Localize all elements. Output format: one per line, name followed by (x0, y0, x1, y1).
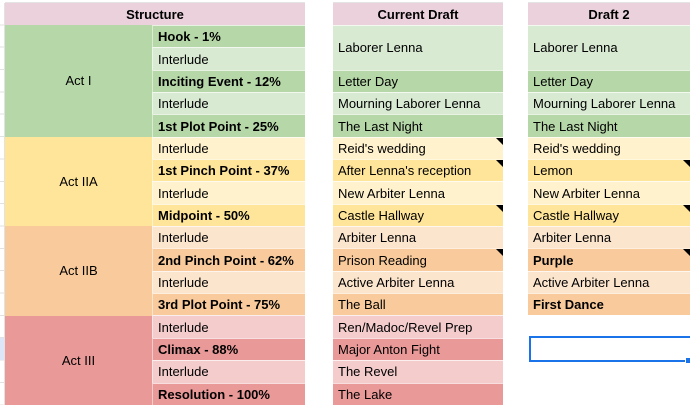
cell-text: Purple (533, 252, 574, 268)
act-label: Act III (61, 352, 96, 368)
cell-text: Laborer Lenna (533, 40, 618, 56)
structure-beat-cell[interactable] (152, 271, 305, 293)
draft-cell[interactable] (528, 92, 690, 114)
cell-text: New Arbiter Lenna (338, 185, 445, 201)
draft-cell[interactable] (528, 248, 690, 270)
beat-label: Interlude (158, 364, 209, 380)
draft-cell[interactable] (333, 181, 503, 203)
beat-column (152, 25, 305, 405)
structure-beat-cell[interactable] (152, 114, 305, 136)
cell-text: Letter Day (533, 73, 593, 89)
act-cell[interactable] (5, 137, 152, 226)
note-indicator-icon (683, 249, 690, 256)
act-label-column (5, 25, 152, 405)
draft-cell[interactable] (528, 293, 690, 315)
act-label: Act I (65, 73, 92, 89)
cell-text: The Ball (338, 297, 386, 313)
cell-text: Active Arbiter Lenna (533, 274, 650, 290)
cell-text: Castle Hallway (338, 207, 424, 223)
draft-cell[interactable] (333, 159, 503, 181)
draft-cell[interactable] (333, 383, 503, 405)
beat-label: Interlude (158, 96, 209, 112)
current-draft-column (333, 3, 503, 405)
draft-cell[interactable] (333, 226, 503, 248)
beat-label: Interlude (158, 140, 209, 156)
structure-body (5, 25, 305, 405)
draft-cell[interactable] (528, 70, 690, 92)
structure-beat-cell[interactable] (152, 137, 305, 159)
selected-cell[interactable] (529, 336, 690, 361)
structure-beat-cell[interactable] (152, 92, 305, 114)
cell-text: New Arbiter Lenna (533, 185, 640, 201)
structure-beat-cell[interactable] (152, 204, 305, 226)
beat-label: Resolution - 100% (158, 386, 270, 402)
draft-cell[interactable] (528, 159, 690, 181)
structure-beat-cell[interactable] (152, 248, 305, 270)
act-label: Act IIA (59, 173, 98, 189)
cell-text: Major Anton Fight (338, 341, 440, 357)
structure-beat-cell[interactable] (152, 315, 305, 337)
draft-cell[interactable] (528, 204, 690, 226)
draft-cell[interactable] (333, 338, 503, 360)
cell-text: Lemon (533, 163, 573, 179)
cell-text: Reid's wedding (338, 140, 426, 156)
cell-text: The Last Night (533, 118, 618, 134)
draft-2-header-label: Draft 2 (588, 6, 630, 22)
note-indicator-icon (496, 138, 503, 145)
draft-cell[interactable] (333, 137, 503, 159)
structure-header-label: Structure (126, 6, 184, 22)
draft-cell[interactable] (333, 114, 503, 136)
beat-label: Inciting Event - 12% (158, 73, 281, 89)
draft-cell[interactable] (528, 181, 690, 203)
fill-handle[interactable] (685, 357, 690, 364)
note-indicator-icon (496, 249, 503, 256)
cell-text: Prison Reading (338, 252, 427, 268)
cell-text: After Lenna's reception (338, 163, 472, 179)
structure-header-cell[interactable] (5, 3, 305, 25)
note-indicator-icon (683, 205, 690, 212)
cell-text: Castle Hallway (533, 207, 619, 223)
draft-cell[interactable] (333, 204, 503, 226)
draft-cell[interactable] (333, 360, 503, 382)
cell-text: Reid's wedding (533, 140, 621, 156)
draft-cell[interactable] (528, 271, 690, 293)
act-label: Act IIB (59, 263, 98, 279)
adjacent-highlight-cell (0, 338, 4, 360)
adjacent-column-sliver (0, 3, 5, 405)
act-cell[interactable] (5, 226, 152, 315)
act-cell[interactable] (5, 25, 152, 137)
beat-label: Climax - 88% (158, 341, 239, 357)
structure-beat-cell[interactable] (152, 383, 305, 405)
draft-cell[interactable] (528, 137, 690, 159)
structure-beat-cell[interactable] (152, 25, 305, 47)
draft-cell[interactable] (333, 315, 503, 337)
draft-cell[interactable] (333, 70, 503, 92)
structure-beat-cell[interactable] (152, 338, 305, 360)
beat-label: 1st Plot Point - 25% (158, 118, 279, 134)
structure-beat-cell[interactable] (152, 70, 305, 92)
cell-text: First Dance (533, 297, 604, 313)
cell-text: Ren/Madoc/Revel Prep (338, 319, 473, 335)
cell-text: Mourning Laborer Lenna (533, 96, 676, 112)
cell-text: The Last Night (338, 118, 423, 134)
beat-label: Midpoint - 50% (158, 207, 250, 223)
current-draft-header-label: Current Draft (377, 6, 459, 22)
beat-label: Interlude (158, 185, 209, 201)
beat-label: 2nd Pinch Point - 62% (158, 252, 294, 268)
beat-label: Interlude (158, 51, 209, 67)
note-indicator-icon (496, 160, 503, 167)
beat-label: Interlude (158, 319, 209, 335)
beat-label: Hook - 1% (158, 29, 221, 45)
structure-beat-cell[interactable] (152, 181, 305, 203)
draft-2-column (528, 3, 690, 315)
cell-text: Letter Day (338, 73, 398, 89)
cell-text: Mourning Laborer Lenna (338, 96, 481, 112)
draft-cell[interactable] (333, 25, 503, 70)
draft-cell[interactable] (528, 114, 690, 136)
structure-beat-cell[interactable] (152, 226, 305, 248)
draft-cell[interactable] (528, 25, 690, 70)
act-cell[interactable] (5, 316, 152, 405)
cell-text: Arbiter Lenna (338, 230, 417, 246)
draft-cell[interactable] (333, 92, 503, 114)
beat-label: 1st Pinch Point - 37% (158, 163, 290, 179)
current-draft-header-cell[interactable] (333, 3, 503, 25)
beat-label: Interlude (158, 230, 209, 246)
note-indicator-icon (496, 205, 503, 212)
cell-text: Laborer Lenna (338, 40, 423, 56)
draft-cell[interactable] (333, 271, 503, 293)
note-indicator-icon (683, 160, 690, 167)
draft-cell[interactable] (528, 226, 690, 248)
structure-beat-cell[interactable] (152, 293, 305, 315)
cell-text: The Lake (338, 386, 393, 402)
draft-cell[interactable] (333, 248, 503, 270)
structure-column (5, 3, 305, 405)
beat-label: Interlude (158, 274, 209, 290)
cell-text: Arbiter Lenna (533, 230, 612, 246)
structure-beat-cell[interactable] (152, 47, 305, 69)
draft-2-header-cell[interactable] (528, 3, 690, 25)
draft-cell[interactable] (333, 293, 503, 315)
cell-text: The Revel (338, 364, 398, 380)
structure-beat-cell[interactable] (152, 360, 305, 382)
beat-label: 3rd Plot Point - 75% (158, 297, 281, 313)
cell-text: Active Arbiter Lenna (338, 274, 455, 290)
structure-beat-cell[interactable] (152, 159, 305, 181)
